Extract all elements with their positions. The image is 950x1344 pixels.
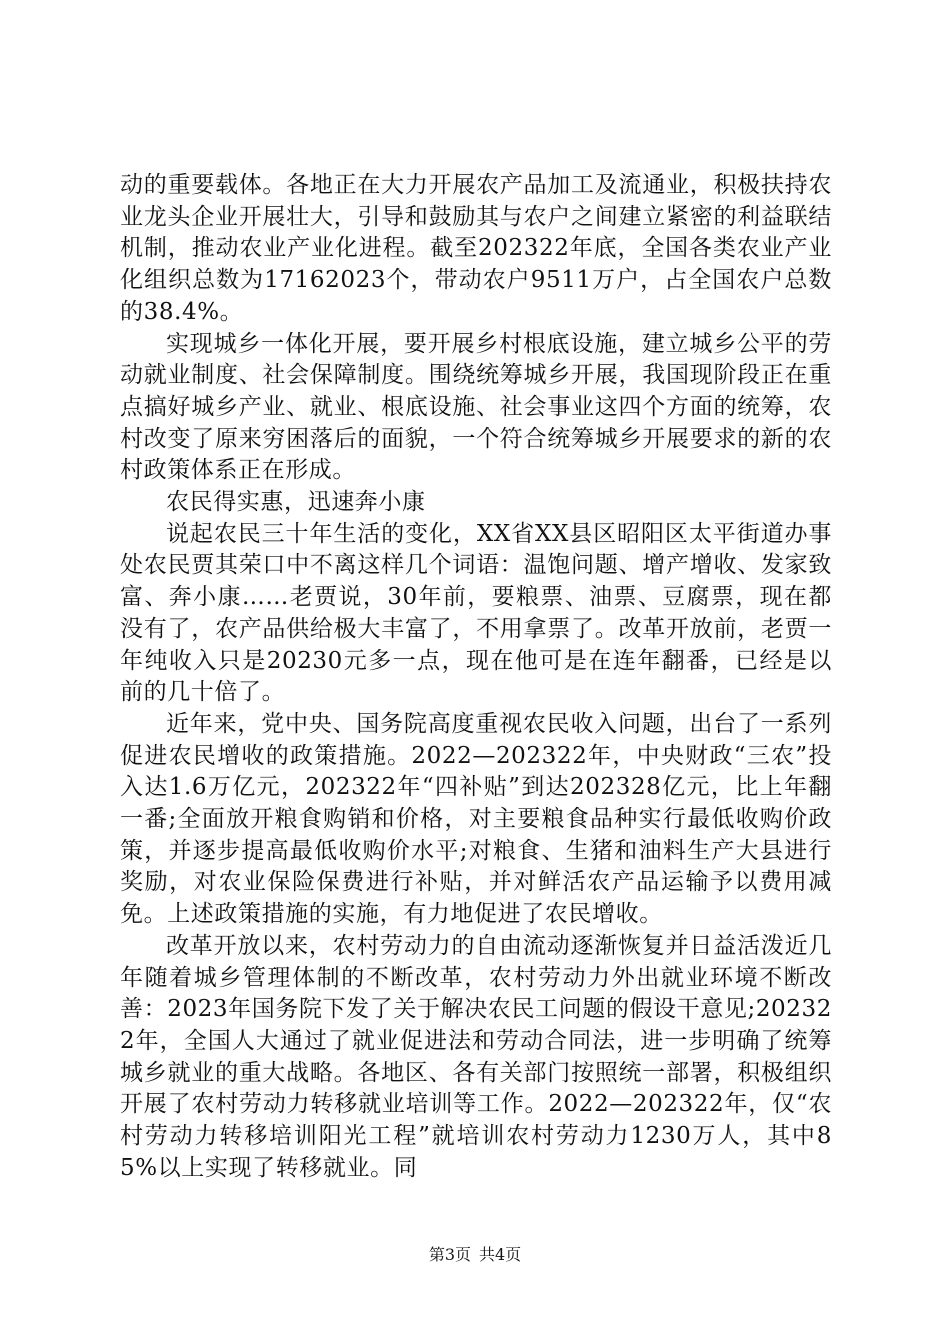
- page-number: 第3页: [428, 1245, 471, 1264]
- paragraph: 改革开放以来，农村劳动力的自由流动逐渐恢复并日益活泼近几年随着城乡管理体制的不断改革，农村劳动力外出就业环境不断改善：2023年国务院下发了关于解决农民工问题的假设干意见;202322年，全国人大通过了就业促进法和劳动合同法，进一步明确了统筹城乡就业的重大战略。各地区、各有关部门按照统一部署，积极组织开展了农村劳动力转移就业培训等工作。2022—202322年，仅“农村劳动力转移培训阳光工程”就培训农村劳动力1230万人，其中85%以上实现了转移就业。同: [120, 932, 832, 1181]
- paragraph: 动的重要载体。各地正在大力开展农产品加工及流通业，积极扶持农业龙头企业开展壮大，引导和鼓励其与农户之间建立紧密的利益联结机制，推动农业产业化进程。截至202322年底，全国各类农业产业化组织总数为17162023个，带动农户9511万户，占全国农户总数的38.4%。: [120, 172, 832, 325]
- paragraph: 实现城乡一体化开展，要开展乡村根底设施，建立城乡公平的劳动就业制度、社会保障制度。围绕统筹城乡开展，我国现阶段正在重点搞好城乡产业、就业、根底设施、社会事业这四个方面的统筹，农村改变了原来穷困落后的面貌，一个符合统筹城乡开展要求的新的农村政策体系正在形成。: [120, 330, 832, 484]
- paragraph: 近年来，党中央、国务院高度重视农民收入问题，出台了一系列促进农民增收的政策措施。2022—202322年，中央财政“三农”投入达1.6万亿元，202322年“四补贴”到达202328亿元，比上年翻一番;全面放开粮食购销和价格，对主要粮食品种实行最低收购价政策，并逐步提高最低收购价水平;对粮食、生猪和油料生产大县进行奖励，对农业保险保费进行补贴，并对鲜活农产品运输予以费用减免。上述政策措施的实施，有力地促进了农民增收。: [120, 710, 832, 928]
- page-footer: [0, 1245, 950, 1265]
- page-total: 共4页: [479, 1245, 522, 1264]
- paragraph: 说起农民三十年生活的变化，XX省XX县区昭阳区太平街道办事处农民贾其荣口中不离这样几个词语：温饱问题、增产增收、发家致富、奔小康……老贾说，30年前，要粮票、油票、豆腐票，现在都没有了，农产品供给极大丰富了，不用拿票了。改革开放前，老贾一年纯收入只是20230元多一点，现在他可是在连年翻番，已经是以前的几十倍了。: [120, 520, 832, 706]
- section-heading: 农民得实惠，迅速奔小康: [166, 489, 426, 516]
- document-body: [120, 170, 832, 1185]
